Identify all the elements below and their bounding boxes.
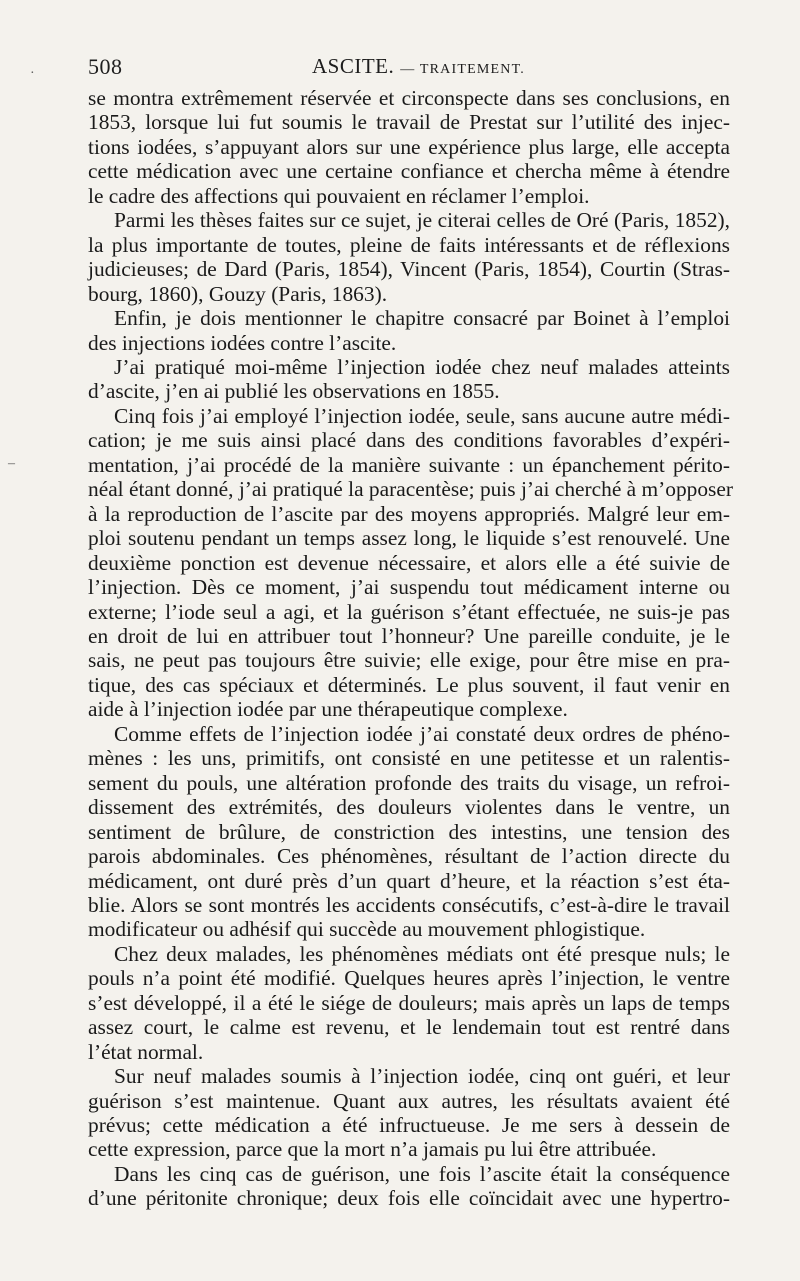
text-line: aide à l’injection iodée par une thérapeutique complexe. [88, 697, 568, 722]
text-line: Parmi les thèses faites sur ce sujet, je citerai celles de Oré (Paris, 1852), [114, 208, 730, 233]
text-line: parois abdominales. Ces phénomènes, résultant de l’action directe du [88, 844, 730, 869]
text-line: assez court, le calme est revenu, et le lendemain tout est rentré dans [88, 1015, 730, 1040]
text-line: Chez deux malades, les phénomènes médiats ont été presque nuls; le [114, 941, 730, 966]
paragraph [88, 403, 733, 722]
text-line: externe; l’iode seul a agi, et la guérison s’étant effectuée, ne suis-je pas [88, 599, 730, 624]
margin-dot: · [30, 66, 35, 81]
running-title [312, 54, 525, 79]
text-line: Sur neuf malades soumis à l’injection iodée, cinq ont guéri, et leur [114, 1064, 730, 1089]
running-title-sub: — TRAITEMENT. [400, 62, 525, 77]
text-line: cette expression, parce que la mort n’a jamais pu lui être attribuée. [88, 1137, 657, 1162]
paragraph [88, 86, 730, 208]
text-line: mènes : les uns, primitifs, ont consisté en une petitesse et un ralentis- [88, 746, 730, 771]
text-line: cation; je me suis ainsi placé dans des conditions favorables d’expéri- [88, 428, 730, 453]
running-title-main: ASCITE. [312, 54, 395, 78]
page-number: 508 [88, 54, 123, 79]
text-line: des injections iodées contre l’ascite. [88, 330, 397, 355]
text-line: s’est développé, il a été le siége de douleurs; mais après un laps de temps [88, 990, 730, 1015]
text-line: 1853, lorsque lui fut soumis le travail de Prestat sur l’utilité des injec- [88, 110, 730, 135]
text-line: guérison s’est maintenue. Quant aux autres, les résultats avaient été [88, 1088, 730, 1113]
text-line: J’ai pratiqué moi-même l’injection iodée chez neuf malades atteints [114, 354, 730, 379]
paragraph [88, 306, 730, 355]
text-line: l’état normal. [88, 1039, 204, 1064]
paragraph [88, 1162, 730, 1211]
text-line: tions iodées, s’appuyant alors sur une expérience plus large, elle accepta [88, 134, 730, 159]
text-line: à la reproduction de l’ascite par des moyens appropriés. Malgré leur em- [88, 501, 730, 526]
text-line: ploi soutenu pendant un temps assez long, le liquide s’est renouvelé. Une [88, 526, 730, 551]
text-line: Comme effets de l’injection iodée j’ai constaté deux ordres de phéno- [114, 721, 730, 746]
text-line: d’ascite, j’en ai publié les observations en 1855. [88, 379, 500, 404]
paragraph [88, 942, 730, 1064]
text-line: deuxième ponction est devenue nécessaire, et alors elle a été suivie de [88, 550, 730, 575]
text-line: l’injection. Dès ce moment, j’ai suspendu tout médicament interne ou [88, 575, 730, 600]
text-line: sentiment de brûlure, de constriction des intestins, une tension des [88, 819, 730, 844]
text-line: prévus; cette médication a été infructueuse. Je me sers à dessein de [88, 1113, 730, 1138]
paragraph [88, 1064, 730, 1162]
text-line: Cinq fois j’ai employé l’injection iodée, seule, sans aucune autre médi- [114, 403, 730, 428]
margin-dash: – [8, 456, 15, 471]
text-line: médicament, ont duré près d’un quart d’heure, et la réaction s’est éta- [88, 868, 730, 893]
text-line: en droit de lui en attribuer tout l’honneur? Une pareille conduite, je le [88, 623, 730, 648]
text-line: judicieuses; de Dard (Paris, 1854), Vincent (Paris, 1854), Courtin (Stras- [88, 257, 730, 282]
text-line: cette médication avec une certaine confiance et chercha même à étendre [88, 159, 730, 184]
text-line: Enfin, je dois mentionner le chapitre consacré par Boinet à l’emploi [114, 306, 730, 331]
text-line: d’une péritonite chronique; deux fois elle coïncidait avec une hypertro- [88, 1186, 730, 1211]
text-line: se montra extrêmement réservée et circonspecte dans ses conclusions, en [88, 86, 730, 110]
text-line: Dans les cinq cas de guérison, une fois l’ascite était la conséquence [114, 1161, 730, 1186]
text-line: le cadre des affections qui pouvaient en réclamer l’emploi. [88, 183, 590, 208]
text-line: la plus importante de toutes, pleine de faits intéressants et de réflexions [88, 232, 730, 257]
text-line: néal étant donné, j’ai pratiqué la paracentèse; puis j’ai cherché à m’opposer [88, 477, 733, 502]
text-line: modificateur ou adhésif qui succède au mouvement phlogistique. [88, 917, 646, 942]
text-line: dissement des extrémités, des douleurs violentes dans le ventre, un [88, 795, 730, 820]
text-line: tique, des cas spéciaux et déterminés. Le plus souvent, il faut venir en [88, 672, 730, 697]
paragraph [88, 208, 730, 306]
text-line: blie. Alors se sont montrés les accidents consécutifs, c’est-à-dire le travail [88, 892, 730, 917]
running-header [88, 54, 730, 84]
text-line: pouls n’a point été modifié. Quelques heures après l’injection, le ventre [88, 966, 730, 991]
paragraph [88, 355, 730, 404]
body-text [88, 86, 733, 1211]
text-line: bourg, 1860), Gouzy (Paris, 1863). [88, 281, 388, 306]
text-line: mentation, j’ai procédé de la manière suivante : un épanchement périto- [88, 452, 730, 477]
paragraph [88, 722, 730, 942]
text-line: sement du pouls, une altération profonde des traits du visage, un refroi- [88, 770, 730, 795]
text-line: sais, ne peut pas toujours être suivie; elle exige, pour être mise en pra- [88, 648, 730, 673]
